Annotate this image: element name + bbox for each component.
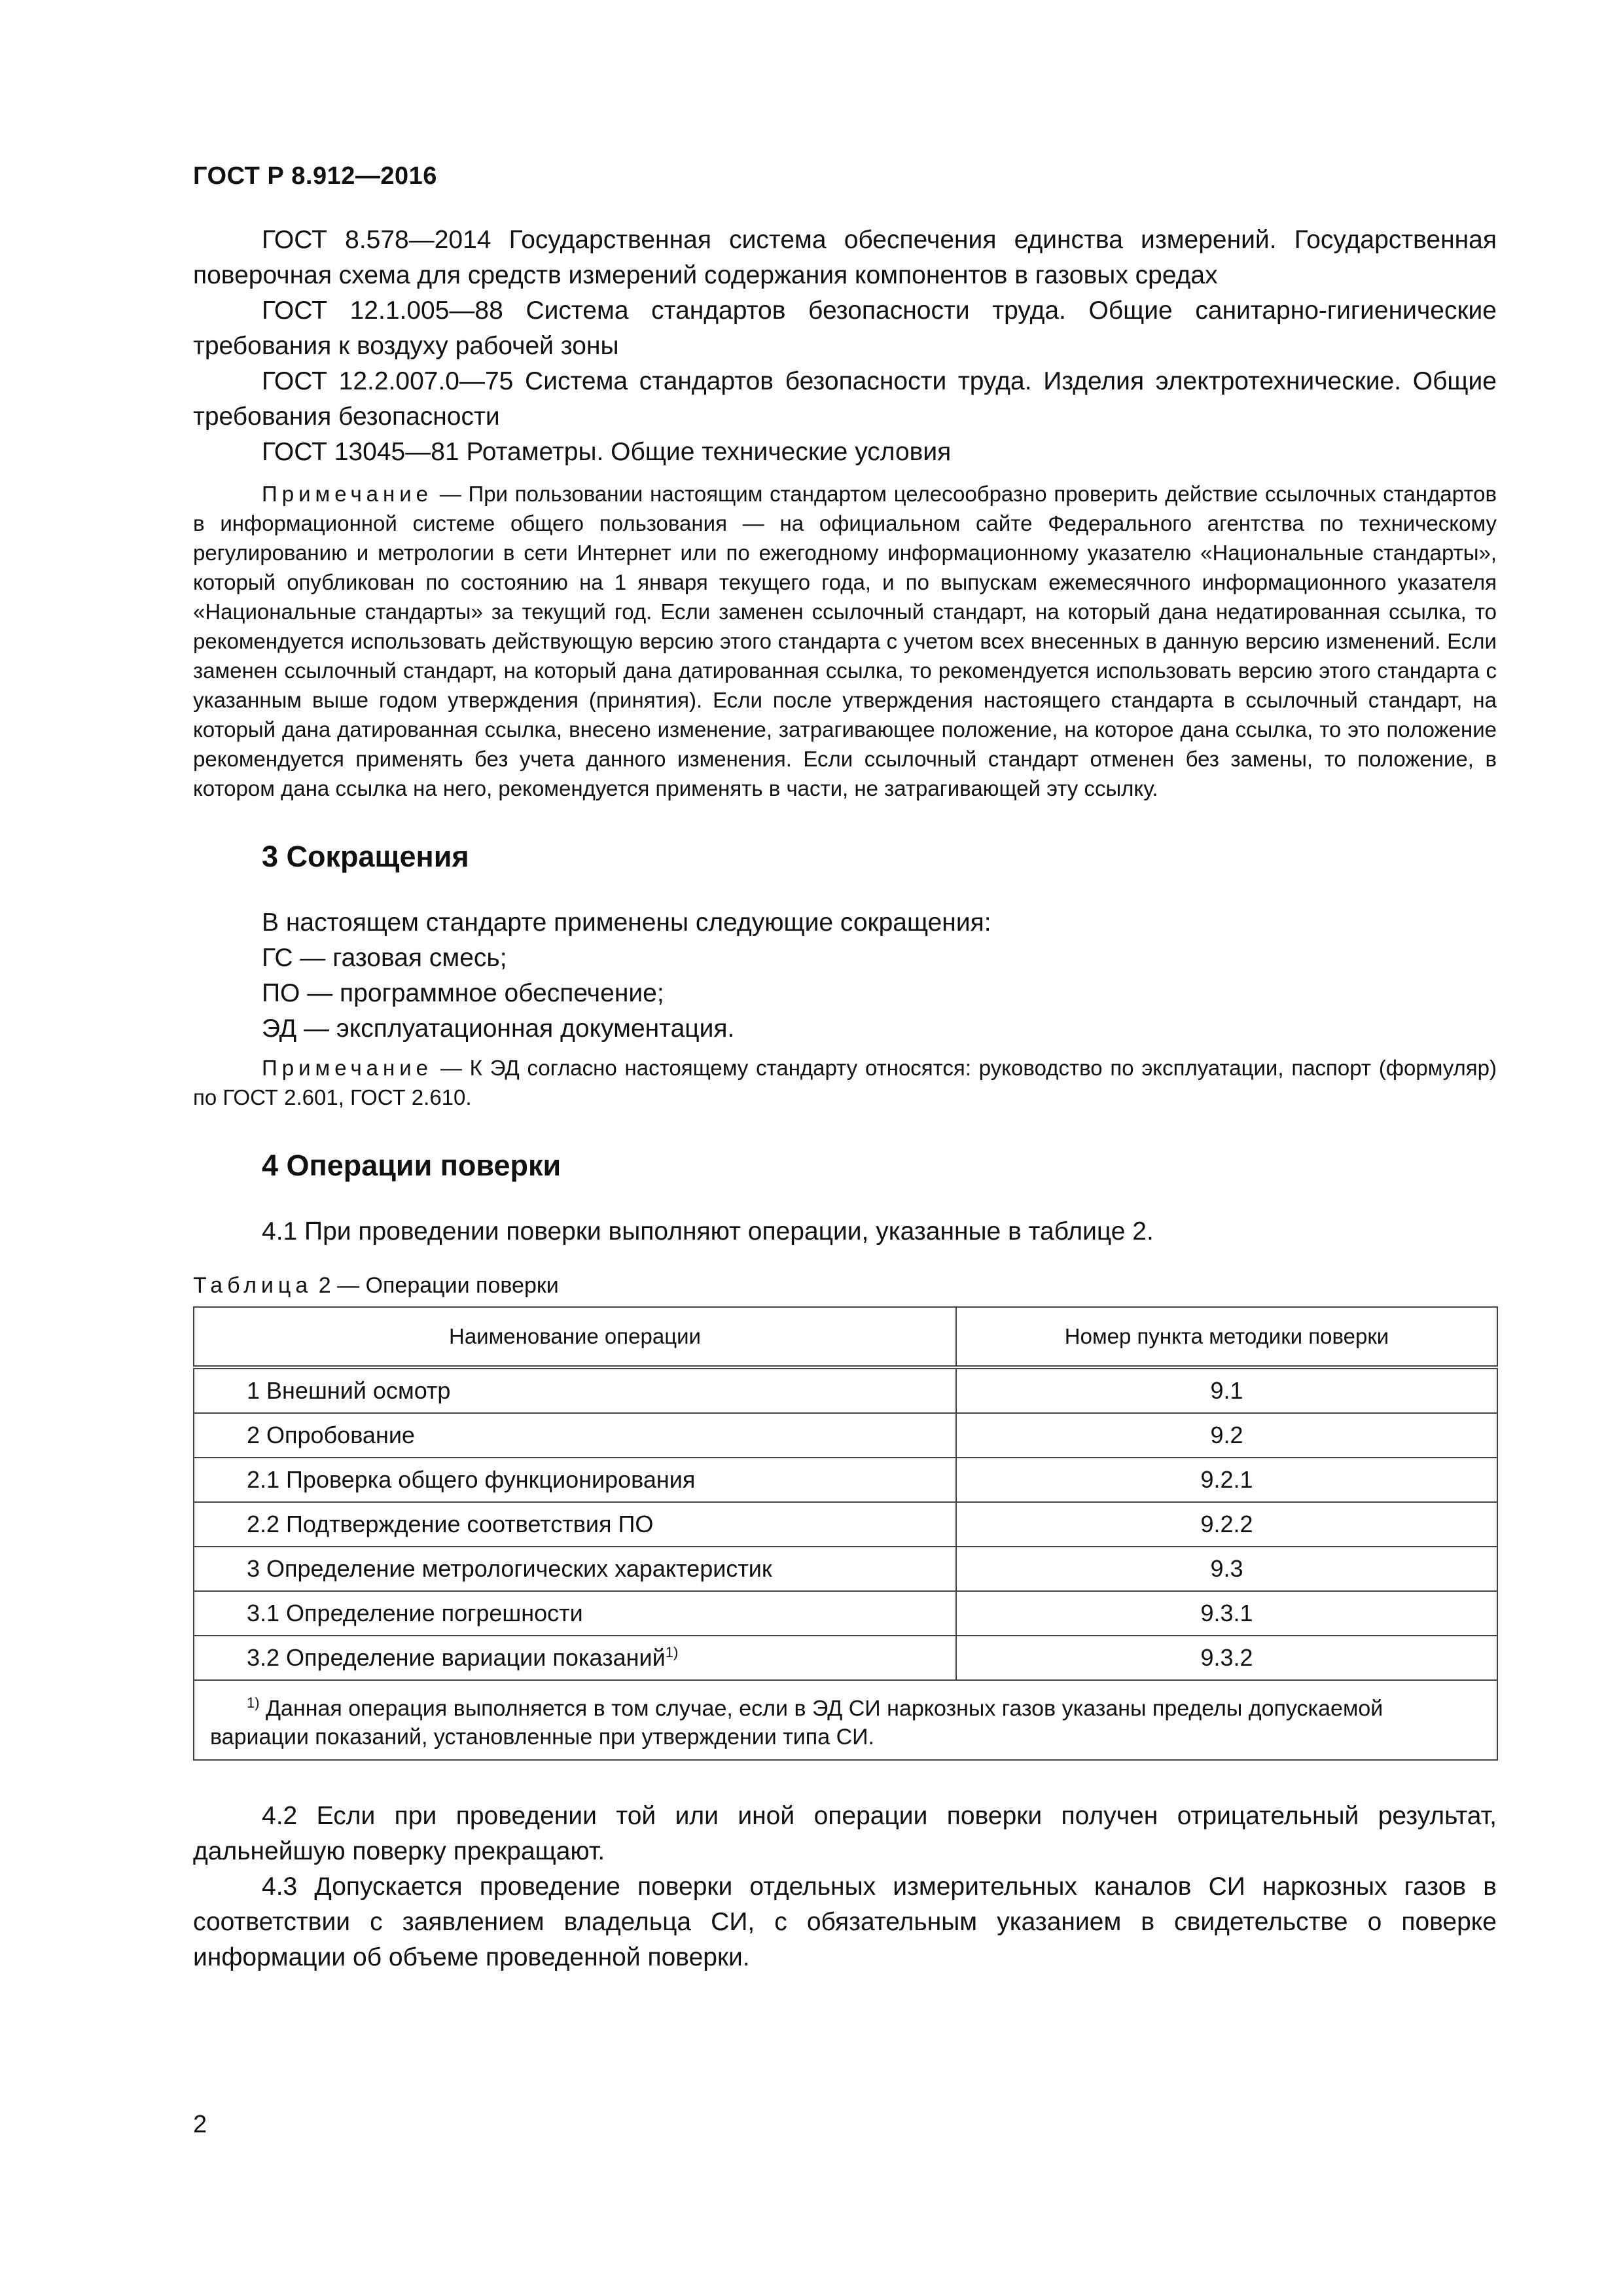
note-label: Примечание — [262, 482, 433, 506]
column-header-operation: Наименование операции — [194, 1307, 956, 1367]
operation-name: 1 Внешний осмотр — [194, 1367, 956, 1413]
clause-number: 9.2.1 — [956, 1458, 1497, 1502]
table-row — [194, 1591, 1497, 1636]
table-row — [194, 1636, 1497, 1680]
abbreviation-item: ГС — газовая смесь; — [262, 944, 507, 972]
clause-number: 9.2 — [956, 1413, 1497, 1458]
clause-number: 9.3.2 — [956, 1636, 1497, 1680]
clause-number: 9.3.1 — [956, 1591, 1497, 1636]
reference-gost-13045: ГОСТ 13045—81 Ротаметры. Общие технические условия — [262, 438, 952, 466]
table-row — [194, 1502, 1497, 1547]
table-caption-label: Таблица — [193, 1273, 313, 1298]
reference-gost-12-2-007: ГОСТ 12.2.007.0—75 Система стандартов безопасности труда. Изделия электротехнические. Общие требования безопасности — [193, 367, 1497, 431]
footnote-mark: 1) — [247, 1695, 260, 1711]
reference-gost-8-578: ГОСТ 8.578—2014 Государственная система обеспечения единства измерений. Государственная поверочная схема для средств измерений содержания компонентов в газовых средах — [193, 226, 1497, 289]
table-caption — [193, 1273, 1497, 1299]
table-row — [194, 1458, 1497, 1502]
section-3-title: 3 Сокращения — [262, 840, 469, 873]
references-note — [193, 479, 1497, 803]
note-text: — При пользовании настоящим стандартом целесообразно проверить действие ссылочных стандартов в информационной системе общего пользования — на официальном сайте Федерального агентства по техническому регулированию и метрологии в сети Интернет или по ежегодному информационному указателю «Национальные стандарты», который опубликован по состоянию на 1 января текущего года, и по выпускам ежемесячного информационного указателя «Национальные стандарты» за текущий год. Если заменен ссылочный стандарт, на который дана недатированная ссылка, то рекомендуется использовать действующую версию этого стандарта с учетом всех внесенных в данную версию изменений. Если заменен ссылочный стандарт, на который дана датированная ссылка, то рекомендуется использовать версию этого стандарта с указанным выше годом утверждения (принятия). Если после утверждения настоящего стандарта в ссылочный стандарт, на который дана датированная ссылка, внесено изменение, затрагивающее положение, на которое дана ссылка, то это положение рекомендуется применять без учета данного изменения. Если ссылочный стандарт отменен без замены, то положение, в котором дана ссылка на него, рекомендуется применять в части, не затрагивающей эту ссылку. — [193, 482, 1497, 800]
operations-table — [193, 1306, 1498, 1761]
table-footnote — [194, 1680, 1497, 1760]
table-row — [194, 1367, 1497, 1413]
footnote-reference: 1) — [665, 1644, 679, 1660]
operation-name: 3.2 Определение вариации показаний — [247, 1644, 666, 1671]
table-header-row — [194, 1307, 1497, 1367]
reference-gost-12-1-005: ГОСТ 12.1.005—88 Система стандартов безопасности труда. Общие санитарно-гигиенические требования к воздуху рабочей зоны — [193, 296, 1497, 360]
section-4-title: 4 Операции поверки — [262, 1149, 562, 1182]
table-row — [194, 1413, 1497, 1458]
note-label: Примечание — [262, 1056, 433, 1080]
operation-name: 2.2 Подтверждение соответствия ПО — [194, 1502, 956, 1547]
paragraph-4-2: 4.2 Если при проведении той или иной операции поверки получен отрицательный результат, дальнейшую поверку прекращают. — [193, 1802, 1497, 1866]
paragraph-4-1: 4.1 При проведении поверки выполняют операции, указанные в таблице 2. — [262, 1217, 1154, 1246]
abbreviation-item: ПО — программное обеспечение; — [262, 979, 664, 1007]
document-header: ГОСТ Р 8.912—2016 — [193, 162, 437, 190]
operation-name: 2 Опробование — [194, 1413, 956, 1458]
footnote-text: Данная операция выполняется в том случае, если в ЭД СИ наркозных газов указаны пределы допускаемой вариации показаний, установленные при утверждении типа СИ. — [210, 1696, 1383, 1750]
page-number: 2 — [193, 2111, 207, 2138]
operation-name-with-footnote — [194, 1636, 956, 1680]
operation-name: 2.1 Проверка общего функционирования — [194, 1458, 956, 1502]
abbreviation-item: ЭД — эксплуатационная документация. — [262, 1014, 735, 1043]
abbreviations-note — [193, 1053, 1497, 1112]
clause-number: 9.3 — [956, 1547, 1497, 1591]
table-row — [194, 1547, 1497, 1591]
clause-number: 9.2.2 — [956, 1502, 1497, 1547]
table-caption-text: 2 — Операции поверки — [312, 1273, 559, 1298]
column-header-clause: Номер пункта методики поверки — [956, 1307, 1497, 1367]
clause-number: 9.1 — [956, 1367, 1497, 1413]
operation-name: 3.1 Определение погрешности — [194, 1591, 956, 1636]
table-footnote-row — [194, 1680, 1497, 1760]
paragraph-4-3: 4.3 Допускается проведение поверки отдельных измерительных каналов СИ наркозных газов в соответствии с заявлением владельца СИ, с обязательным указанием в свидетельстве о поверке информации об объеме проведенной поверки. — [193, 1873, 1497, 1972]
operation-name: 3 Определение метрологических характеристик — [194, 1547, 956, 1591]
abbreviations-intro: В настоящем стандарте применены следующие сокращения: — [262, 908, 991, 937]
page-content — [193, 223, 1497, 1975]
note-text: — К ЭД согласно настоящему стандарту относятся: руководство по эксплуатации, паспорт (формуляр) по ГОСТ 2.601, ГОСТ 2.610. — [193, 1056, 1497, 1109]
